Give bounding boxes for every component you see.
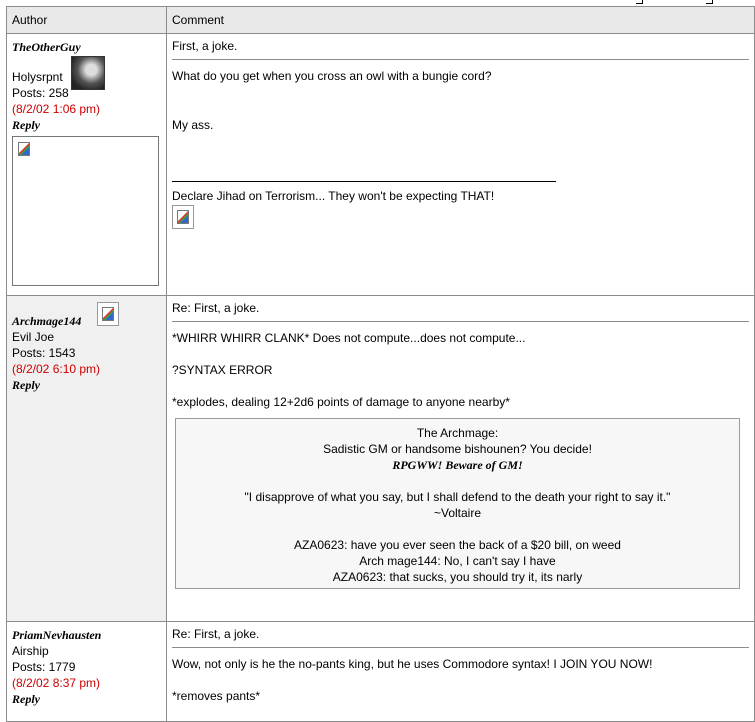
- comment-cell: [167, 296, 755, 622]
- pager-fragment: [636, 0, 643, 4]
- post-body-line: *removes pants*: [172, 689, 261, 703]
- comment-column-header: Comment: [167, 7, 755, 34]
- post-body-line: Wow, not only is he the no-pants king, but he uses Commodore syntax! I JOIN YOU NOW!: [172, 657, 653, 671]
- author-column-header: Author: [7, 7, 167, 34]
- post-count: Posts: 1779: [12, 660, 76, 674]
- post-body-line: ?SYNTAX ERROR: [172, 363, 273, 377]
- post-subject: Re: First, a joke.: [172, 300, 749, 322]
- post-row: [7, 622, 755, 722]
- quote-line: "I disapprove of what you say, but I shall defend to the death your right to say it.": [244, 490, 671, 504]
- post-row: [7, 34, 755, 296]
- reply-link[interactable]: Reply: [12, 692, 40, 706]
- forum-thread-table: [6, 6, 755, 722]
- user-title: Evil Joe: [12, 330, 55, 344]
- quote-line: Sadistic GM or handsome bishounen? You decide!: [323, 442, 592, 456]
- username[interactable]: Archmage144: [12, 314, 82, 328]
- pager-fragment: [706, 0, 713, 4]
- reply-link[interactable]: Reply: [12, 118, 40, 132]
- broken-image-icon: [172, 205, 194, 229]
- username[interactable]: TheOtherGuy: [12, 40, 81, 54]
- broken-image-box: [12, 136, 159, 286]
- author-cell: [7, 34, 167, 296]
- signature-text: Declare Jihad on Terrorism... They won't be expecting THAT!: [172, 189, 495, 203]
- post-body-line: *explodes, dealing 12+2d6 points of damage to anyone nearby*: [172, 395, 510, 409]
- username-row: [12, 301, 161, 329]
- quote-line: Arch mage144: No, I can't say I have: [359, 554, 556, 568]
- post-subject: Re: First, a joke.: [172, 626, 749, 648]
- post-count: Posts: 1543: [12, 346, 76, 360]
- post-date: (8/2/02 1:06 pm): [12, 102, 101, 116]
- user-title: Holysrpnt: [12, 70, 63, 84]
- author-cell: [7, 622, 167, 722]
- post-subject: First, a joke.: [172, 38, 749, 60]
- user-title: Airship: [12, 644, 49, 658]
- quote-line: ~Voltaire: [433, 506, 482, 520]
- author-cell: [7, 296, 167, 622]
- username[interactable]: PriamNevhausten: [12, 628, 102, 642]
- quote-line: AZA0623: that sucks, you should try it, its narly: [332, 570, 583, 584]
- post-body-line: *WHIRR WHIRR CLANK* Does not compute...does not compute...: [172, 331, 526, 345]
- quote-line: AZA0623: have you ever seen the back of a $20 bill, on weed: [294, 538, 621, 552]
- comment-cell: [167, 34, 755, 296]
- comment-cell: [167, 622, 755, 722]
- broken-image-icon: [14, 138, 32, 156]
- post-body-line: My ass.: [172, 118, 214, 132]
- post-date: (8/2/02 6:10 pm): [12, 362, 101, 376]
- post-body-line: What do you get when you cross an owl with a bungie cord?: [172, 69, 492, 83]
- signature-divider: [172, 181, 556, 182]
- quote-line: RPGWW! Beware of GM!: [392, 458, 523, 472]
- signature-quote-box: [175, 418, 740, 589]
- broken-image-icon: [97, 302, 119, 326]
- table-header-row: [7, 7, 755, 34]
- post-row: [7, 296, 755, 622]
- post-date: (8/2/02 8:37 pm): [12, 676, 101, 690]
- reply-link[interactable]: Reply: [12, 378, 40, 392]
- quote-line: The Archmage:: [416, 426, 499, 440]
- post-count: Posts: 258: [12, 86, 69, 100]
- owl-avatar-image: [71, 56, 105, 90]
